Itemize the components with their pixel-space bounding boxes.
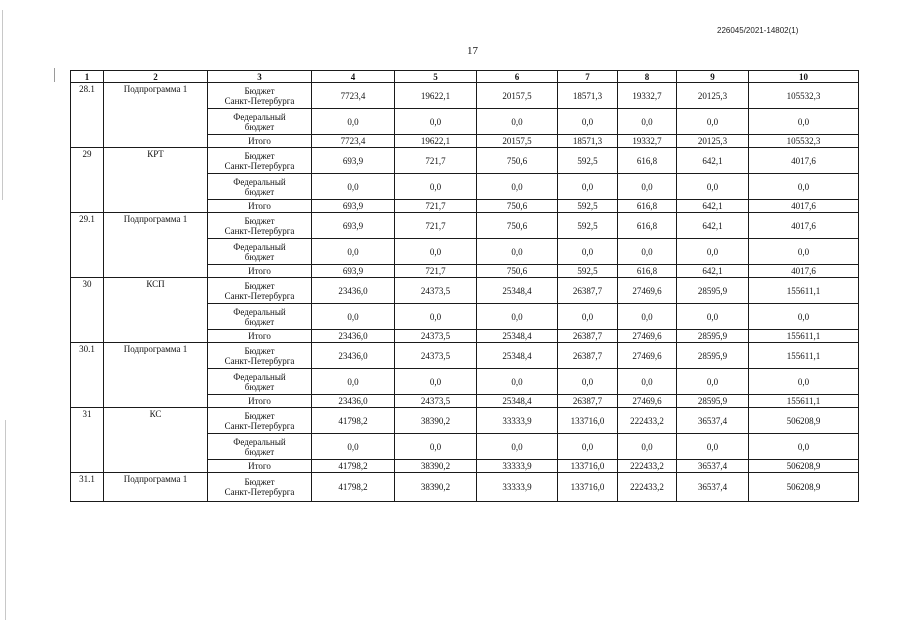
funding-source-line: Итого xyxy=(248,201,271,211)
value-cell: 642,1 xyxy=(677,148,749,174)
value-cell: 0,0 xyxy=(749,369,859,395)
item-name: КРТ xyxy=(104,148,208,213)
value-cell: 24373,5 xyxy=(395,278,477,304)
value-cell: 0,0 xyxy=(558,369,618,395)
value-cell: 24373,5 xyxy=(395,343,477,369)
scan-edge-mark xyxy=(54,68,55,82)
value-cell: 750,6 xyxy=(477,213,558,239)
value-cell: 0,0 xyxy=(618,109,677,135)
value-cell: 616,8 xyxy=(618,265,677,278)
value-cell: 23436,0 xyxy=(312,395,395,408)
value-cell: 23436,0 xyxy=(312,330,395,343)
value-cell: 41798,2 xyxy=(312,460,395,473)
value-cell: 642,1 xyxy=(677,213,749,239)
value-cell: 0,0 xyxy=(558,434,618,460)
value-cell: 0,0 xyxy=(677,109,749,135)
value-cell: 19622,1 xyxy=(395,135,477,148)
value-cell: 0,0 xyxy=(677,434,749,460)
column-header: 6 xyxy=(477,71,558,83)
funding-source xyxy=(208,174,312,200)
funding-source xyxy=(208,395,312,408)
value-cell: 0,0 xyxy=(558,304,618,330)
value-cell: 155611,1 xyxy=(749,278,859,304)
value-cell: 222433,2 xyxy=(618,408,677,434)
value-cell: 28595,9 xyxy=(677,343,749,369)
value-cell: 0,0 xyxy=(395,239,477,265)
value-cell: 0,0 xyxy=(312,174,395,200)
value-cell: 0,0 xyxy=(618,174,677,200)
funding-source-line: Санкт-Петербурга xyxy=(224,225,295,236)
item-number: 28.1 xyxy=(71,83,104,148)
value-cell: 0,0 xyxy=(749,434,859,460)
value-cell: 155611,1 xyxy=(749,395,859,408)
item-name: Подпрограмма 1 xyxy=(104,213,208,278)
table-row xyxy=(71,473,859,502)
value-cell: 133716,0 xyxy=(558,460,618,473)
value-cell: 4017,6 xyxy=(749,148,859,174)
funding-source xyxy=(208,473,312,502)
value-cell: 33333,9 xyxy=(477,460,558,473)
document-id: 226045/2021-14802(1) xyxy=(717,26,799,35)
value-cell: 0,0 xyxy=(618,434,677,460)
funding-source-line: Бюджет xyxy=(244,410,275,421)
funding-source xyxy=(208,408,312,434)
funding-source-line: Санкт-Петербурга xyxy=(224,290,295,301)
column-header: 3 xyxy=(208,71,312,83)
header-row xyxy=(71,71,859,83)
value-cell: 4017,6 xyxy=(749,265,859,278)
funding-source-line: Бюджет xyxy=(244,150,275,161)
funding-source xyxy=(208,200,312,213)
value-cell: 23436,0 xyxy=(312,278,395,304)
funding-source xyxy=(208,83,312,109)
column-header: 1 xyxy=(71,71,104,83)
value-cell: 18571,3 xyxy=(558,83,618,109)
funding-source-line: Санкт-Петербурга xyxy=(224,160,295,171)
value-cell: 0,0 xyxy=(677,174,749,200)
value-cell: 506208,9 xyxy=(749,473,859,502)
funding-source-line: Итого xyxy=(248,331,271,341)
value-cell: 133716,0 xyxy=(558,473,618,502)
value-cell: 38390,2 xyxy=(395,460,477,473)
funding-source xyxy=(208,434,312,460)
value-cell: 750,6 xyxy=(477,148,558,174)
funding-source xyxy=(208,278,312,304)
funding-source xyxy=(208,109,312,135)
item-name: Подпрограмма 1 xyxy=(104,473,208,502)
value-cell: 20125,3 xyxy=(677,83,749,109)
value-cell: 693,9 xyxy=(312,200,395,213)
table-row xyxy=(71,343,859,369)
value-cell: 0,0 xyxy=(558,239,618,265)
value-cell: 0,0 xyxy=(618,239,677,265)
value-cell: 25348,4 xyxy=(477,278,558,304)
value-cell: 41798,2 xyxy=(312,408,395,434)
funding-source xyxy=(208,265,312,278)
value-cell: 0,0 xyxy=(477,174,558,200)
value-cell: 7723,4 xyxy=(312,83,395,109)
value-cell: 592,5 xyxy=(558,265,618,278)
value-cell: 26387,7 xyxy=(558,395,618,408)
value-cell: 27469,6 xyxy=(618,330,677,343)
value-cell: 27469,6 xyxy=(618,343,677,369)
value-cell: 0,0 xyxy=(477,239,558,265)
funding-source-line: бюджет xyxy=(244,316,275,327)
funding-source-line: Федеральный xyxy=(233,241,286,252)
funding-source xyxy=(208,369,312,395)
value-cell: 20125,3 xyxy=(677,135,749,148)
column-header: 5 xyxy=(395,71,477,83)
value-cell: 750,6 xyxy=(477,200,558,213)
value-cell: 0,0 xyxy=(477,434,558,460)
value-cell: 33333,9 xyxy=(477,408,558,434)
value-cell: 222433,2 xyxy=(618,473,677,502)
value-cell: 721,7 xyxy=(395,265,477,278)
item-number: 30 xyxy=(71,278,104,343)
column-header: 8 xyxy=(618,71,677,83)
value-cell: 20157,5 xyxy=(477,83,558,109)
column-header: 4 xyxy=(312,71,395,83)
value-cell: 105532,3 xyxy=(749,135,859,148)
value-cell: 133716,0 xyxy=(558,408,618,434)
budget-table xyxy=(70,70,859,502)
funding-source-line: Бюджет xyxy=(244,345,275,356)
value-cell: 155611,1 xyxy=(749,343,859,369)
value-cell: 24373,5 xyxy=(395,330,477,343)
item-number: 29 xyxy=(71,148,104,213)
value-cell: 36537,4 xyxy=(677,408,749,434)
page-number: 17 xyxy=(467,45,478,57)
column-header: 2 xyxy=(104,71,208,83)
value-cell: 26387,7 xyxy=(558,278,618,304)
value-cell: 26387,7 xyxy=(558,343,618,369)
funding-source-line: Федеральный xyxy=(233,371,286,382)
funding-source-line: бюджет xyxy=(244,251,275,262)
value-cell: 4017,6 xyxy=(749,213,859,239)
funding-source xyxy=(208,330,312,343)
value-cell: 0,0 xyxy=(312,434,395,460)
value-cell: 721,7 xyxy=(395,213,477,239)
value-cell: 105532,3 xyxy=(749,83,859,109)
value-cell: 592,5 xyxy=(558,213,618,239)
value-cell: 0,0 xyxy=(395,304,477,330)
value-cell: 693,9 xyxy=(312,265,395,278)
value-cell: 18571,3 xyxy=(558,135,618,148)
value-cell: 19332,7 xyxy=(618,83,677,109)
funding-source-line: Бюджет xyxy=(244,85,275,96)
value-cell: 222433,2 xyxy=(618,460,677,473)
value-cell: 0,0 xyxy=(558,109,618,135)
value-cell: 592,5 xyxy=(558,148,618,174)
funding-source-line: Итого xyxy=(248,396,271,406)
value-cell: 0,0 xyxy=(749,304,859,330)
funding-source xyxy=(208,460,312,473)
value-cell: 0,0 xyxy=(395,369,477,395)
value-cell: 0,0 xyxy=(477,369,558,395)
value-cell: 0,0 xyxy=(312,239,395,265)
value-cell: 41798,2 xyxy=(312,473,395,502)
item-number: 29.1 xyxy=(71,213,104,278)
value-cell: 750,6 xyxy=(477,265,558,278)
item-number: 31 xyxy=(71,408,104,473)
value-cell: 36537,4 xyxy=(677,460,749,473)
funding-source-line: бюджет xyxy=(244,186,275,197)
value-cell: 19332,7 xyxy=(618,135,677,148)
value-cell: 0,0 xyxy=(749,174,859,200)
funding-source-line: бюджет xyxy=(244,446,275,457)
value-cell: 0,0 xyxy=(677,304,749,330)
value-cell: 0,0 xyxy=(618,304,677,330)
value-cell: 0,0 xyxy=(395,174,477,200)
value-cell: 721,7 xyxy=(395,200,477,213)
scan-edge-mark xyxy=(5,420,6,620)
funding-source xyxy=(208,148,312,174)
value-cell: 7723,4 xyxy=(312,135,395,148)
value-cell: 642,1 xyxy=(677,200,749,213)
value-cell: 0,0 xyxy=(558,174,618,200)
funding-source-line: Итого xyxy=(248,461,271,471)
value-cell: 38390,2 xyxy=(395,473,477,502)
table-row xyxy=(71,213,859,239)
value-cell: 0,0 xyxy=(618,369,677,395)
table-body xyxy=(71,83,859,502)
funding-source-line: бюджет xyxy=(244,381,275,392)
value-cell: 25348,4 xyxy=(477,330,558,343)
table-row xyxy=(71,408,859,434)
value-cell: 23436,0 xyxy=(312,343,395,369)
value-cell: 616,8 xyxy=(618,200,677,213)
value-cell: 0,0 xyxy=(312,109,395,135)
value-cell: 4017,6 xyxy=(749,200,859,213)
value-cell: 38390,2 xyxy=(395,408,477,434)
item-name: КСП xyxy=(104,278,208,343)
table-row xyxy=(71,148,859,174)
value-cell: 28595,9 xyxy=(677,330,749,343)
funding-source-line: Федеральный xyxy=(233,111,286,122)
funding-source-line: Бюджет xyxy=(244,280,275,291)
funding-source xyxy=(208,304,312,330)
funding-source-line: Санкт-Петербурга xyxy=(224,487,295,497)
value-cell: 721,7 xyxy=(395,148,477,174)
column-header: 10 xyxy=(749,71,859,83)
value-cell: 0,0 xyxy=(749,109,859,135)
value-cell: 20157,5 xyxy=(477,135,558,148)
value-cell: 506208,9 xyxy=(749,460,859,473)
funding-source-line: Федеральный xyxy=(233,306,286,317)
value-cell: 0,0 xyxy=(395,434,477,460)
funding-source-line: Бюджет xyxy=(244,477,275,487)
value-cell: 693,9 xyxy=(312,213,395,239)
item-name: Подпрограмма 1 xyxy=(104,343,208,408)
funding-source xyxy=(208,239,312,265)
value-cell: 0,0 xyxy=(477,109,558,135)
value-cell: 25348,4 xyxy=(477,395,558,408)
value-cell: 616,8 xyxy=(618,213,677,239)
column-header: 7 xyxy=(558,71,618,83)
value-cell: 0,0 xyxy=(477,304,558,330)
funding-source-line: бюджет xyxy=(244,121,275,132)
value-cell: 0,0 xyxy=(395,109,477,135)
table-row xyxy=(71,83,859,109)
value-cell: 693,9 xyxy=(312,148,395,174)
value-cell: 26387,7 xyxy=(558,330,618,343)
funding-source-line: Санкт-Петербурга xyxy=(224,420,295,431)
value-cell: 19622,1 xyxy=(395,83,477,109)
value-cell: 25348,4 xyxy=(477,343,558,369)
value-cell: 616,8 xyxy=(618,148,677,174)
value-cell: 28595,9 xyxy=(677,278,749,304)
funding-source-line: Санкт-Петербурга xyxy=(224,355,295,366)
table-row xyxy=(71,278,859,304)
value-cell: 0,0 xyxy=(749,239,859,265)
funding-source-line: Федеральный xyxy=(233,436,286,447)
funding-source-line: Санкт-Петербурга xyxy=(224,95,295,106)
column-header: 9 xyxy=(677,71,749,83)
item-number: 30.1 xyxy=(71,343,104,408)
item-name: КС xyxy=(104,408,208,473)
value-cell: 0,0 xyxy=(677,369,749,395)
funding-source xyxy=(208,135,312,148)
value-cell: 642,1 xyxy=(677,265,749,278)
value-cell: 24373,5 xyxy=(395,395,477,408)
value-cell: 592,5 xyxy=(558,200,618,213)
value-cell: 0,0 xyxy=(312,369,395,395)
item-name: Подпрограмма 1 xyxy=(104,83,208,148)
value-cell: 0,0 xyxy=(677,239,749,265)
value-cell: 33333,9 xyxy=(477,473,558,502)
value-cell: 506208,9 xyxy=(749,408,859,434)
table-header xyxy=(71,71,859,83)
value-cell: 27469,6 xyxy=(618,395,677,408)
funding-source xyxy=(208,343,312,369)
value-cell: 0,0 xyxy=(312,304,395,330)
value-cell: 155611,1 xyxy=(749,330,859,343)
funding-source-line: Итого xyxy=(248,136,271,146)
value-cell: 36537,4 xyxy=(677,473,749,502)
item-number: 31.1 xyxy=(71,473,104,502)
funding-source-line: Федеральный xyxy=(233,176,286,187)
funding-source-line: Итого xyxy=(248,266,271,276)
value-cell: 27469,6 xyxy=(618,278,677,304)
funding-source-line: Бюджет xyxy=(244,215,275,226)
value-cell: 28595,9 xyxy=(677,395,749,408)
funding-source xyxy=(208,213,312,239)
scan-edge-mark xyxy=(2,10,3,200)
